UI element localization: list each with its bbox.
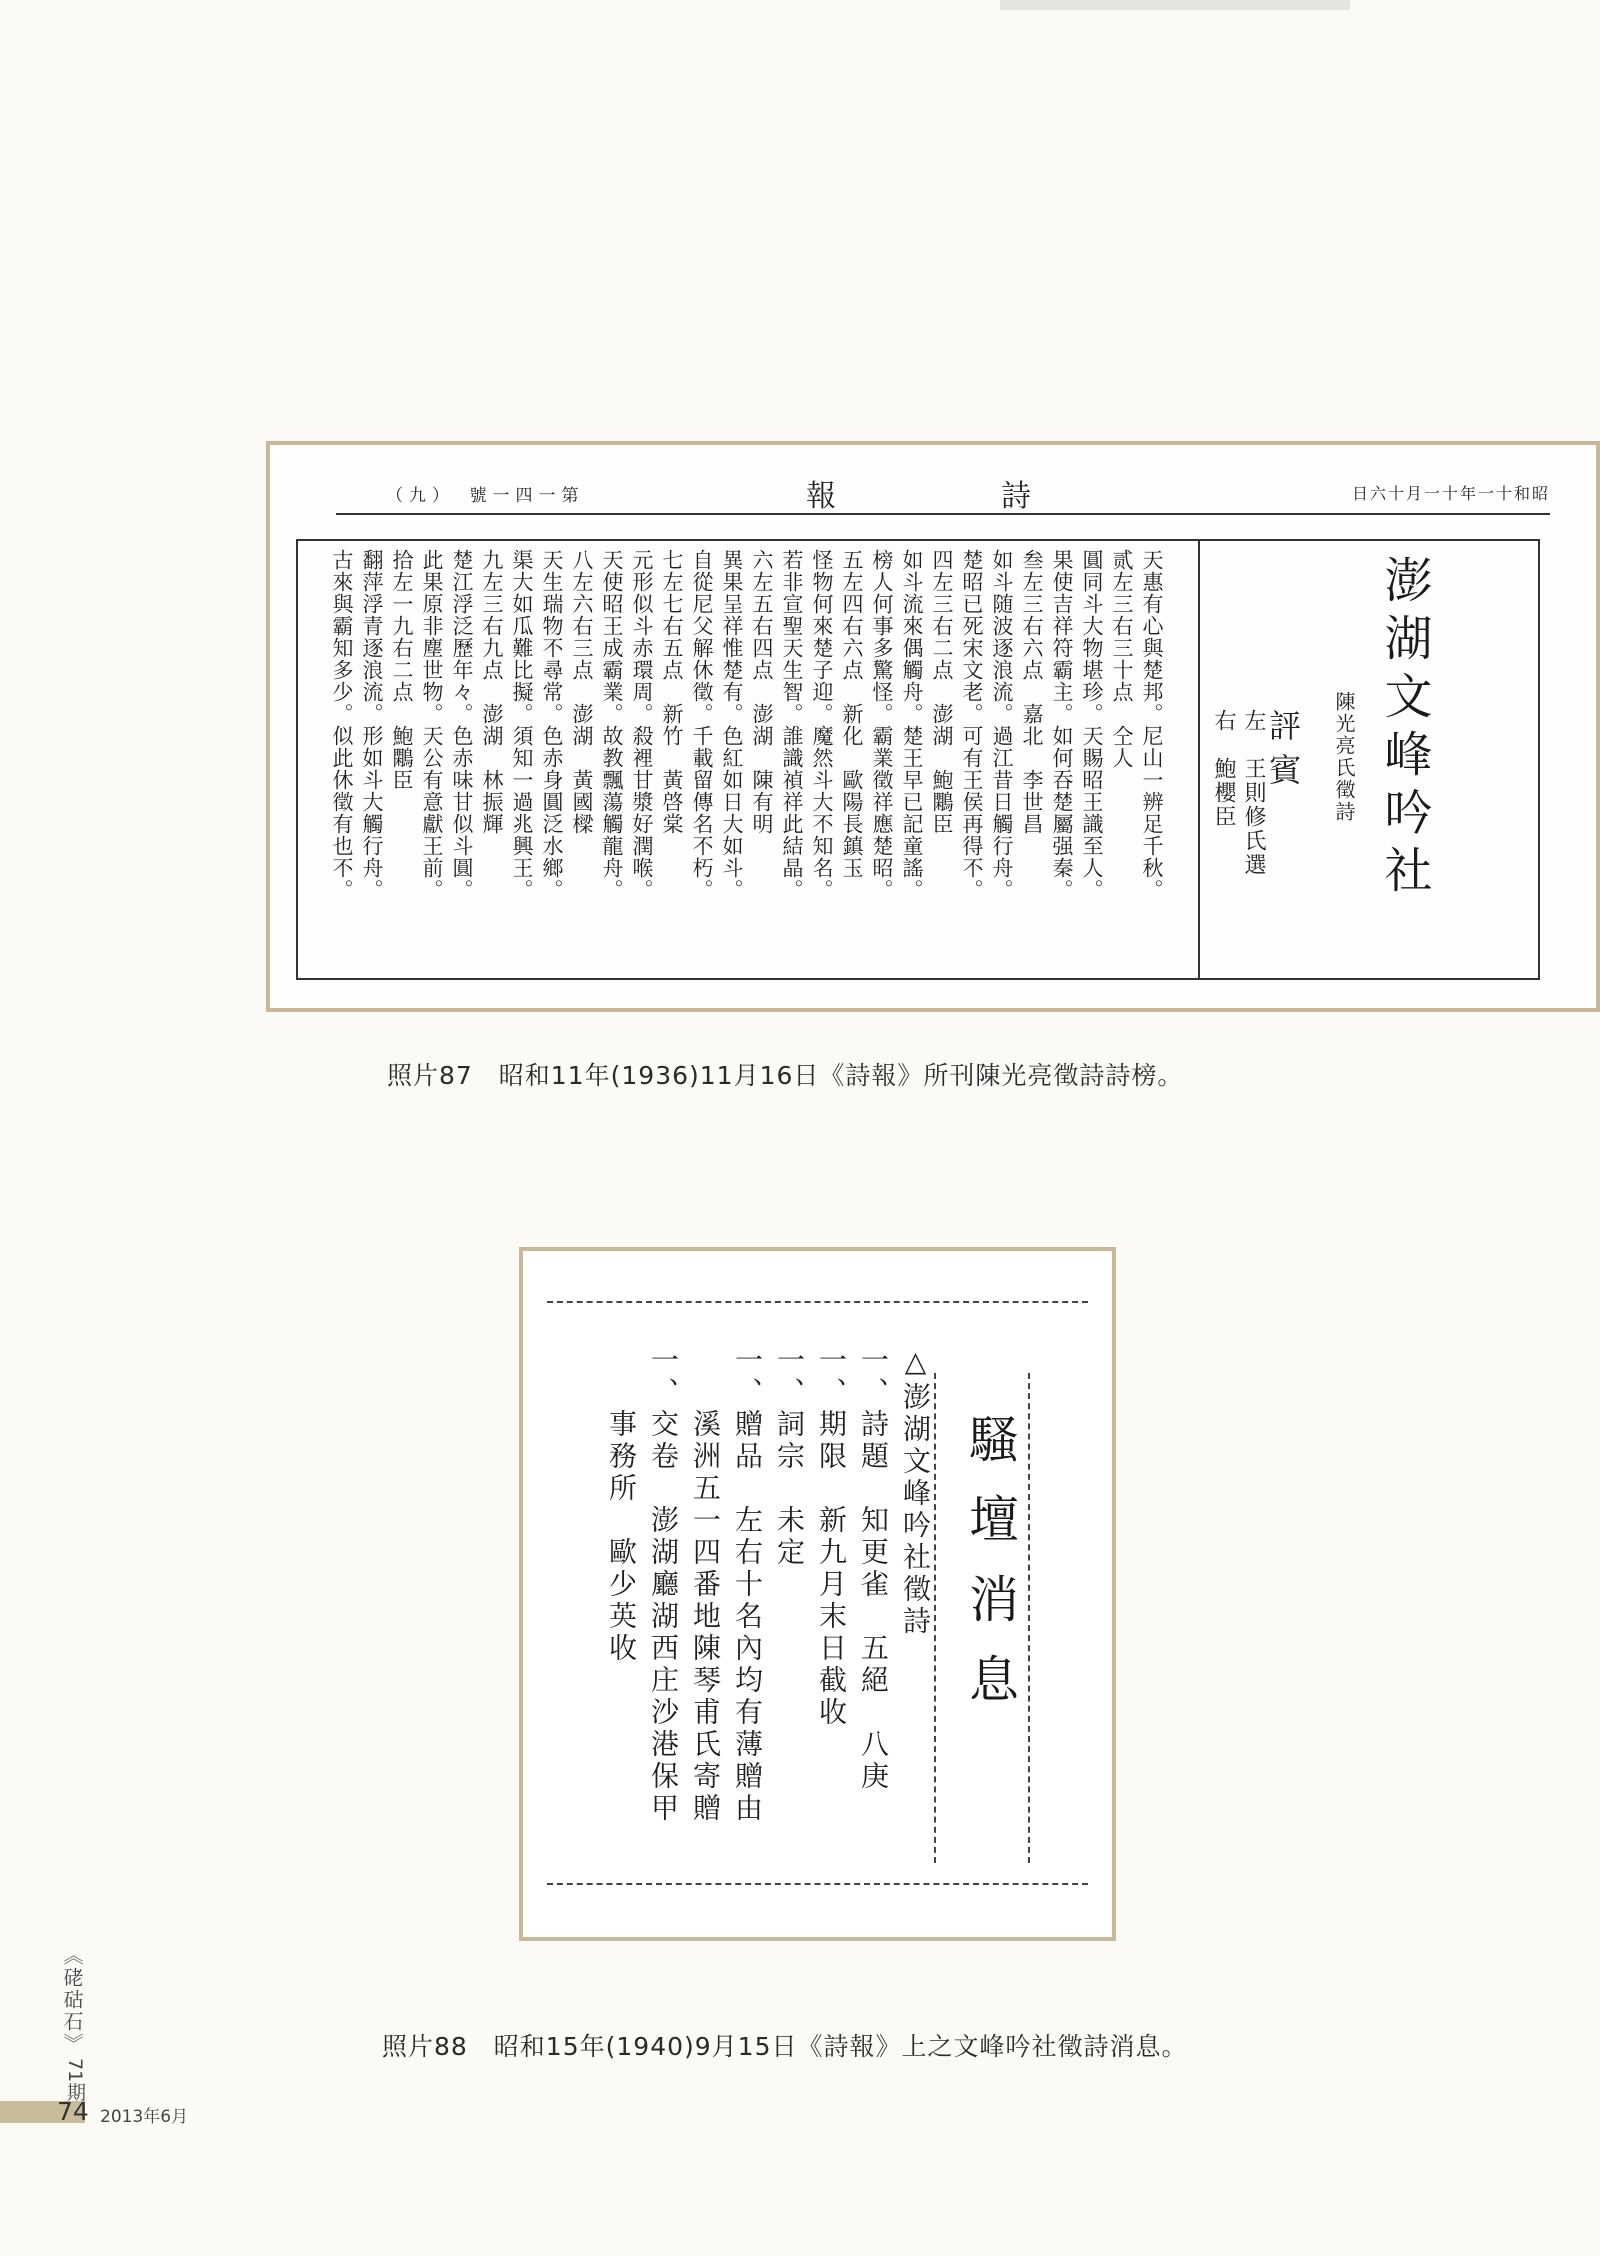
notice-column: 一、詞宗 未定 — [773, 1345, 806, 1569]
title-block — [1198, 541, 1440, 978]
notice-column: △澎湖文峰吟社徵詩 — [899, 1345, 932, 1638]
poem-column: 此果原非塵世物。天公有意獻王前。 — [420, 549, 444, 901]
poem-column: 渠大如瓜難比擬。須知一過兆興王。 — [510, 549, 534, 901]
issue-label: （九） 號一四一第 — [386, 486, 585, 506]
poem-column: 天使昭王成霸業。故教飄蕩觸龍舟。 — [600, 549, 624, 901]
poem-column: 自從尼父解休徵。千載留傳名不朽。 — [690, 549, 714, 901]
poem-column: 異果呈祥惟楚有。色紅如日大如斗。 — [720, 549, 744, 901]
bottom-rule — [547, 1883, 1088, 1885]
journal-name: 《硓𥑮石》 — [60, 1945, 84, 2055]
poem-column: 九左三右九点 澎湖 林振輝 — [480, 549, 504, 835]
article-box — [296, 539, 1540, 980]
poem-column: 圓同斗大物堪珍。天賜昭王識至人。 — [1080, 549, 1104, 901]
poem-column: 怪物何來楚子迎。魔然斗大不知名。 — [810, 549, 834, 901]
top-rule — [547, 1301, 1088, 1303]
poem-column: 贰左三右三十点 仝人 — [1110, 549, 1134, 769]
poem-column: 果使吉祥符霸主。如何吞楚屬强秦。 — [1050, 549, 1074, 901]
notice-column: 一、交卷 澎湖廳湖西庄沙港保甲 — [647, 1345, 680, 1825]
notice-title: 騷壇消息 — [961, 1413, 1019, 1733]
poem-column: 叁左三右六点 嘉北 李世昌 — [1020, 549, 1044, 835]
newspaper-header — [336, 469, 1560, 514]
poem-column: 如斗随波逐浪流。過江昔日觸行舟。 — [990, 549, 1014, 901]
masthead-char-left: 報 — [806, 479, 836, 514]
header-rule — [336, 513, 1550, 515]
caption-88: 照片88 昭和15年(1940)9月15日《詩報》上之文峰吟社徵詩消息。 — [382, 2032, 1188, 2061]
poem-column: 榜人何事多驚怪。霸業徵祥應楚昭。 — [870, 549, 894, 901]
judge-label: 評賓 — [1264, 709, 1302, 797]
page-number: 74 — [57, 2097, 89, 2126]
judge-right: 右 鮑櫻臣 — [1211, 709, 1236, 829]
notice-column: 一、贈品 左右十名內均有薄贈由 — [731, 1345, 764, 1825]
poem-column: 楚昭已死宋文老。可有王侯再得不。 — [960, 549, 984, 901]
poem-column: 元形似斗赤環周。殺裡甘漿好潤喉。 — [630, 549, 654, 901]
publication-date: 2013年6月 — [100, 2107, 189, 2127]
poem-column: 若非宣聖天生智。誰識禎祥此結晶。 — [780, 549, 804, 901]
judge-names — [1208, 709, 1268, 877]
journal-issue: 71期 — [64, 2058, 86, 2102]
poem-columns — [298, 541, 1173, 978]
judge-left: 左 王則修氏選 — [1241, 709, 1266, 877]
poem-column: 古來與霸知多少。似此休徵有也不。 — [330, 549, 354, 901]
poem-column: 如斗流來偶觸舟。楚王早已記童謠。 — [900, 549, 924, 901]
poem-column: 天惠有心與楚邦。尼山一辨足千秋。 — [1140, 549, 1164, 901]
poem-column: 楚江浮泛歷年々。色赤味甘似斗圓。 — [450, 549, 474, 901]
poem-column: 六左五右四点 澎湖 陳有明 — [750, 549, 774, 835]
top-edge-mark — [1000, 0, 1350, 10]
notice-column: 一、詩題 知更雀 五絕 八庚 — [857, 1345, 890, 1793]
notice-title-box — [934, 1373, 1030, 1863]
poem-column: 八左六右三点 澎湖 黃國樑 — [570, 549, 594, 835]
notice-column: 溪洲五一四番地陳琴甫氏寄贈 — [689, 1345, 722, 1825]
photo-88-frame — [519, 1247, 1116, 1941]
poem-column: 七左七右五点 新竹 黃啓棠 — [660, 549, 684, 835]
poem-column: 翻萍浮青逐浪流。形如斗大觸行舟。 — [360, 549, 384, 901]
caption-87: 照片87 昭和11年(1936)11月16日《詩報》所刊陳光亮徵詩詩榜。 — [387, 1061, 1184, 1090]
masthead-char-right: 詩 — [1001, 479, 1031, 514]
poem-column: 五左四右六点 新化 歐陽長鎮玉 — [840, 549, 864, 879]
poem-column: 天生瑞物不尋常。色赤身圓泛水鄉。 — [540, 549, 564, 901]
poem-column: 拾左一九右二点 鮑鷴臣 — [390, 549, 414, 791]
newspaper-clipping-88 — [535, 1263, 1100, 1925]
poem-column: 四左三右二点 澎湖 鮑鷴臣 — [930, 549, 954, 835]
newspaper-date: 日六十月一十年一十和昭 — [1351, 484, 1550, 503]
notice-column: 事務所 歐少英收 — [605, 1345, 638, 1665]
society-title: 澎湖文峰吟社 — [1376, 555, 1432, 903]
subtitle: 陳光亮氏徵詩 — [1332, 691, 1356, 823]
photo-87-frame — [266, 441, 1600, 1012]
newspaper-clipping-87 — [276, 451, 1590, 1002]
notice-column: 一、期限 新九月末日截收 — [815, 1345, 848, 1729]
